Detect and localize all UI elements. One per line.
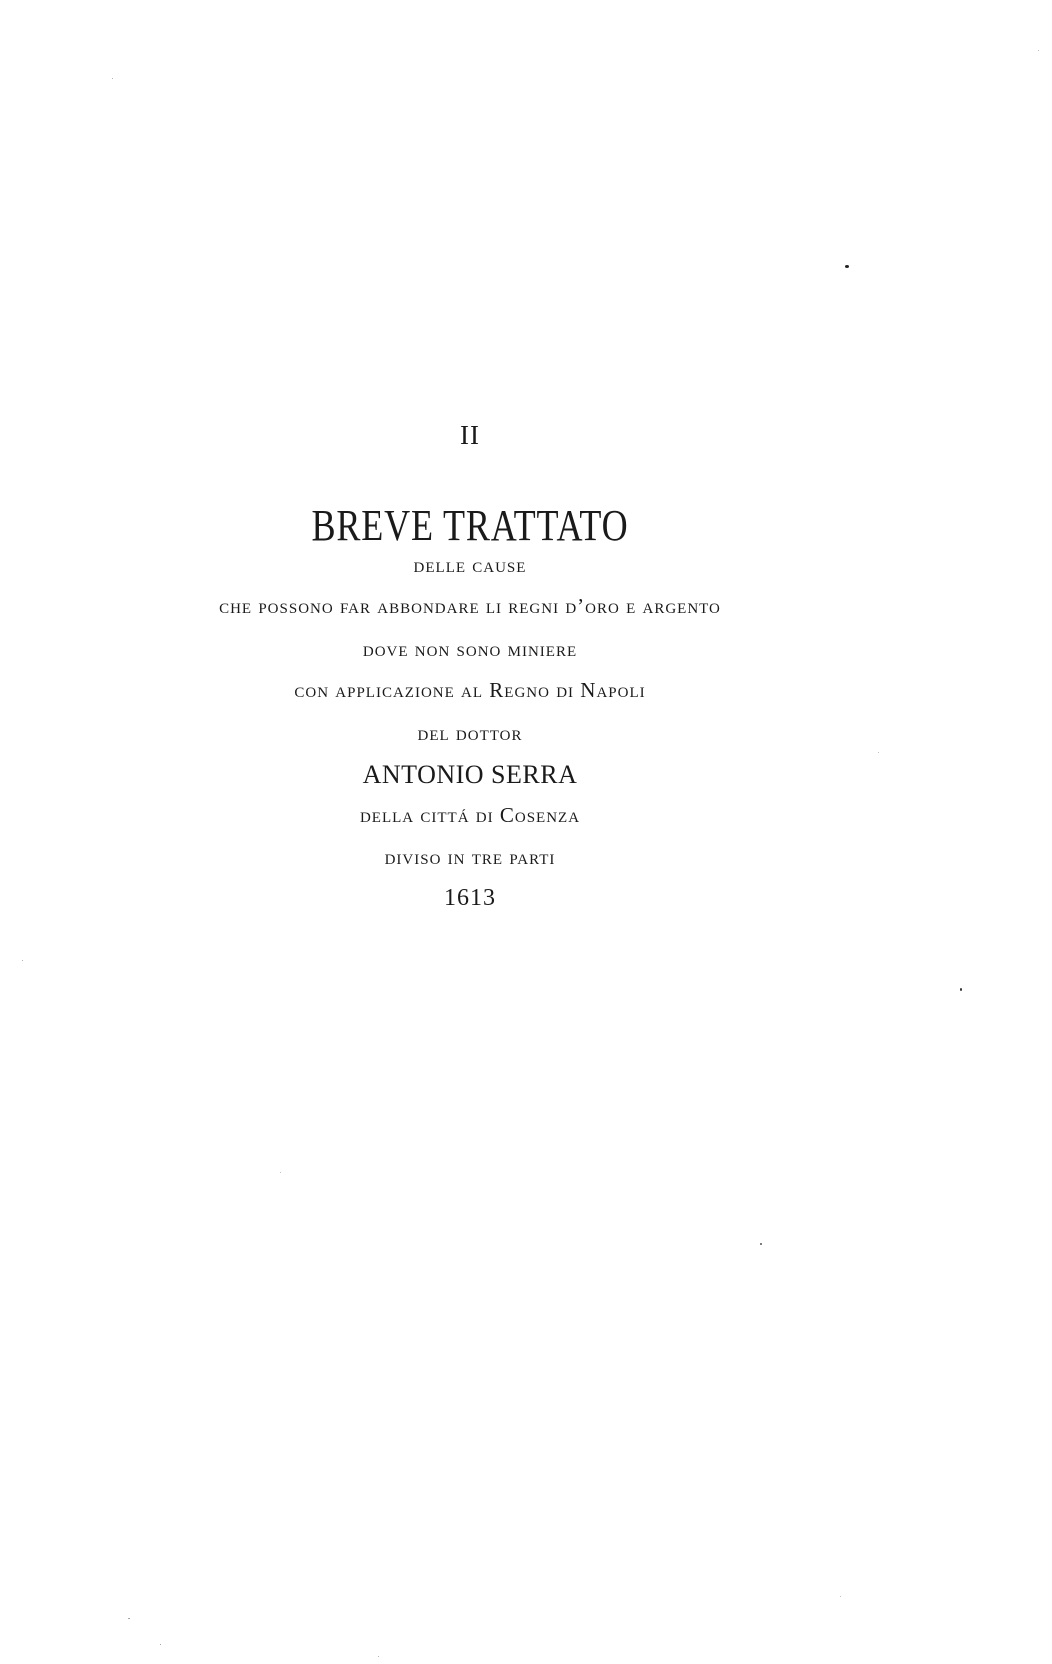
scan-speck bbox=[160, 1644, 161, 1645]
book-title: BREVE TRATTATO bbox=[311, 501, 629, 550]
part-number: II bbox=[460, 420, 480, 450]
scan-speck bbox=[878, 752, 879, 753]
scan-speck bbox=[1038, 50, 1039, 51]
author-origin: della cittá di Cosenza bbox=[359, 803, 581, 827]
subtitle-line-1: delle cause bbox=[413, 553, 527, 577]
scan-speck bbox=[960, 988, 962, 991]
subtitle-line-4: con applicazione al Regno di Napoli bbox=[294, 678, 646, 702]
author-name: ANTONIO SERRA bbox=[362, 760, 578, 789]
publication-year: 1613 bbox=[444, 885, 496, 911]
subtitle-line-3: dove non sono miniere bbox=[362, 637, 578, 661]
scan-speck bbox=[378, 1656, 379, 1657]
scan-speck bbox=[128, 1618, 130, 1619]
subtitle-line-5: del dottor bbox=[417, 721, 523, 745]
subtitle-line-2: che possono far abbondare li regni d’oro e argento bbox=[219, 594, 721, 618]
scan-speck bbox=[112, 78, 113, 79]
scan-speck bbox=[845, 265, 849, 268]
scan-speck bbox=[280, 1172, 281, 1173]
scan-speck bbox=[760, 1243, 762, 1245]
division-note: diviso in tre parti bbox=[384, 845, 556, 869]
scan-speck bbox=[22, 960, 23, 961]
scan-speck bbox=[840, 1596, 841, 1597]
